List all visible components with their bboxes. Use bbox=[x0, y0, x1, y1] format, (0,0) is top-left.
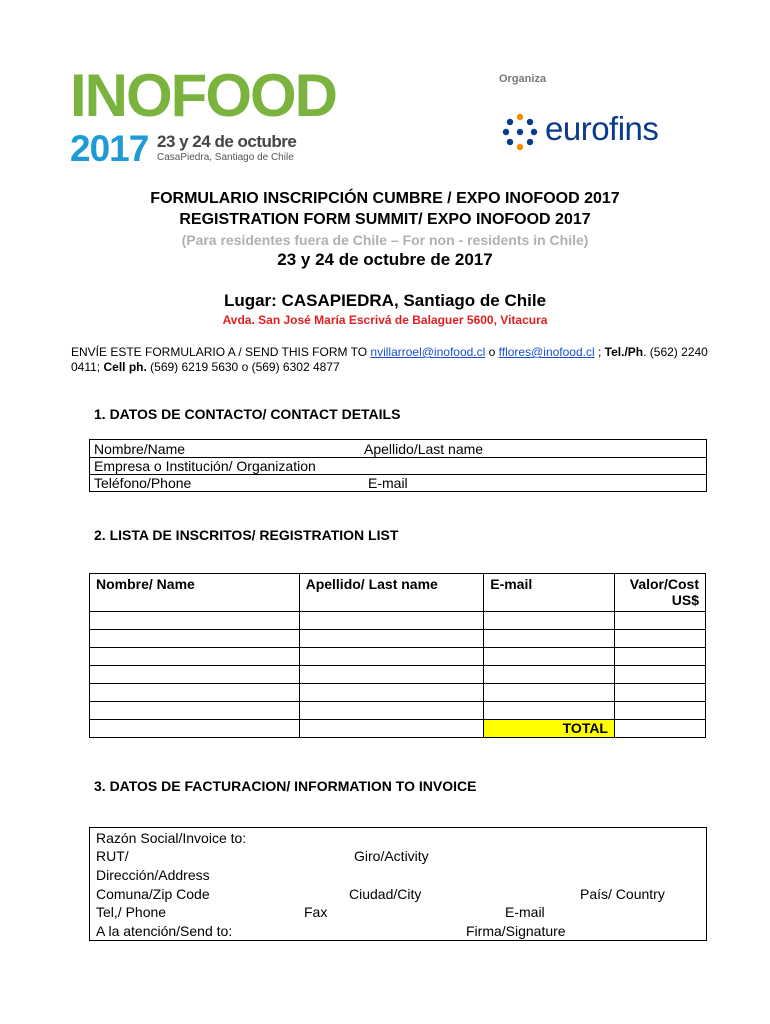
form-title-en: REGISTRATION FORM SUMMIT/ EXPO INOFOOD 2017 bbox=[179, 211, 591, 228]
registration-cell[interactable] bbox=[299, 612, 484, 630]
registration-cell[interactable] bbox=[299, 684, 484, 702]
inofood-logo: INOFOOD bbox=[70, 62, 336, 129]
logo-year: 2017 bbox=[70, 128, 149, 169]
registration-cell[interactable] bbox=[90, 630, 300, 648]
registration-cell[interactable] bbox=[90, 702, 300, 720]
form-subtitle: (Para residentes fuera de Chile – For non - residents in Chile) bbox=[181, 232, 589, 248]
contact-company-label: Empresa o Institución/ Organization bbox=[94, 458, 316, 474]
registration-cell[interactable] bbox=[484, 630, 615, 648]
registration-cell[interactable] bbox=[484, 684, 615, 702]
invoice-details-box bbox=[89, 827, 707, 941]
registration-cell[interactable] bbox=[90, 684, 300, 702]
email-link-1[interactable]: nvillarroel@inofood.cl bbox=[370, 345, 486, 359]
registration-cell[interactable] bbox=[615, 612, 706, 630]
table-row bbox=[90, 648, 706, 666]
invoice-zip-label: Comuna/Zip Code bbox=[96, 886, 210, 902]
eurofins-dots-icon bbox=[500, 112, 540, 152]
event-date: 23 y 24 de octubre de 2017 bbox=[277, 250, 493, 269]
registration-cell[interactable] bbox=[484, 612, 615, 630]
invoice-fax-label: Fax bbox=[304, 904, 328, 920]
invoice-attention-label: A la atención/Send to: bbox=[96, 923, 233, 939]
table-row bbox=[90, 630, 706, 648]
registration-cell[interactable] bbox=[484, 648, 615, 666]
registration-cell[interactable] bbox=[615, 648, 706, 666]
invoice-heading: 3. DATOS DE FACTURACION/ INFORMATION TO INVOICE bbox=[94, 778, 477, 794]
registration-cell[interactable] bbox=[299, 720, 484, 738]
form-title-es: FORMULARIO INSCRIPCIÓN CUMBRE / EXPO INOFOOD 2017 bbox=[150, 190, 620, 207]
contact-lastname-label: Apellido/Last name bbox=[364, 441, 484, 457]
registration-cell[interactable] bbox=[299, 702, 484, 720]
registration-heading: 2. LISTA DE INSCRITOS/ REGISTRATION LIST bbox=[94, 527, 399, 543]
col-name: Nombre/ Name bbox=[90, 574, 300, 612]
invoice-country-label: País/ Country bbox=[580, 886, 665, 902]
registration-cell[interactable] bbox=[90, 666, 300, 684]
logo-dates: 23 y 24 de octubre bbox=[157, 132, 297, 151]
col-cost: Valor/Cost US$ bbox=[615, 574, 706, 612]
registration-cell[interactable] bbox=[299, 648, 484, 666]
instructions-or: o bbox=[485, 345, 499, 359]
table-row bbox=[90, 702, 706, 720]
send-instructions bbox=[71, 345, 711, 375]
registration-cell[interactable] bbox=[484, 666, 615, 684]
registration-cell[interactable] bbox=[615, 684, 706, 702]
registration-table bbox=[89, 573, 706, 738]
total-label: TOTAL bbox=[484, 720, 615, 738]
contact-heading: 1. DATOS DE CONTACTO/ CONTACT DETAILS bbox=[94, 406, 401, 422]
total-row bbox=[90, 720, 706, 738]
registration-cell[interactable] bbox=[299, 630, 484, 648]
registration-cell[interactable] bbox=[90, 720, 300, 738]
invoice-signature-label: Firma/Signature bbox=[466, 923, 566, 939]
invoice-email-label: E-mail bbox=[505, 904, 545, 920]
registration-cell[interactable] bbox=[90, 612, 300, 630]
registration-cell[interactable] bbox=[484, 702, 615, 720]
venue-address: Avda. San José María Escrivá de Balaguer 5600, Vitacura bbox=[222, 313, 548, 327]
cell-numbers: (569) 6219 5630 o (569) 6302 4877 bbox=[146, 360, 340, 374]
event-venue: Lugar: CASAPIEDRA, Santiago de Chile bbox=[223, 291, 547, 310]
registration-cell[interactable] bbox=[90, 648, 300, 666]
invoice-phone-label: Tel,/ Phone bbox=[96, 904, 167, 920]
organizer-label: Organiza bbox=[499, 73, 547, 85]
instructions-prefix: ENVÍE ESTE FORMULARIO A / SEND THIS FORM TO bbox=[71, 345, 371, 359]
invoice-city-label: Ciudad/City bbox=[349, 886, 422, 902]
col-email: E-mail bbox=[484, 574, 615, 612]
contact-phone-label: Teléfono/Phone bbox=[94, 475, 192, 491]
table-row bbox=[90, 666, 706, 684]
contact-email-label: E-mail bbox=[368, 475, 408, 491]
logo-place: CasaPiedra, Santiago de Chile bbox=[157, 152, 294, 163]
table-row bbox=[90, 612, 706, 630]
invoice-rut-label: RUT/ bbox=[96, 848, 129, 864]
instructions-separator: ; bbox=[594, 345, 605, 359]
invoice-address-label: Dirección/Address bbox=[96, 867, 210, 883]
registration-cell[interactable] bbox=[615, 630, 706, 648]
contact-name-label: Nombre/Name bbox=[94, 441, 186, 457]
email-link-2[interactable]: fflores@inofood.cl bbox=[498, 345, 595, 359]
contact-details-box bbox=[89, 439, 707, 492]
total-value-cell[interactable] bbox=[615, 720, 706, 738]
table-row bbox=[90, 684, 706, 702]
registration-cell[interactable] bbox=[615, 666, 706, 684]
tel-number: . (562) 2240 0411; bbox=[71, 345, 708, 374]
cell-label: Cell ph. bbox=[103, 360, 147, 374]
tel-label: Tel./Ph bbox=[604, 345, 644, 359]
registration-cell[interactable] bbox=[299, 666, 484, 684]
invoice-razon-label: Razón Social/Invoice to: bbox=[96, 830, 247, 846]
col-lastname: Apellido/ Last name bbox=[299, 574, 484, 612]
registration-cell[interactable] bbox=[615, 702, 706, 720]
invoice-giro-label: Giro/Activity bbox=[354, 848, 429, 864]
eurofins-logo: eurofins bbox=[545, 110, 659, 147]
registration-header-row bbox=[90, 574, 706, 612]
